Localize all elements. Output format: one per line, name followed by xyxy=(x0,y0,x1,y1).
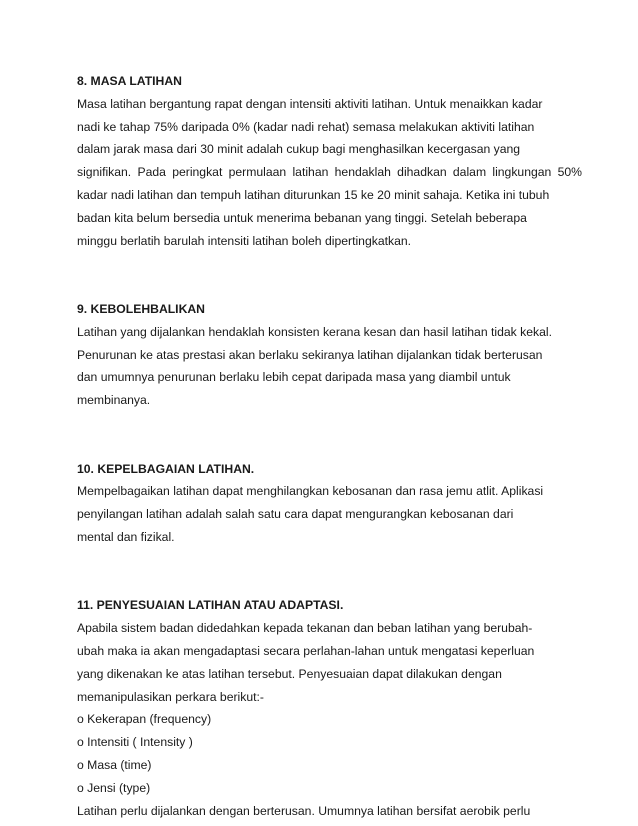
section-kebolehbalikan xyxy=(77,298,582,412)
section-spacer xyxy=(77,275,582,298)
list-item: o Kekerapan (frequency) xyxy=(77,712,212,727)
paragraph-line: memanipulasikan perkara berikut:- xyxy=(77,689,264,704)
section-spacer xyxy=(77,252,582,275)
paragraph-line: signifikan. Pada peringkat permulaan latihan hendaklah dihadkan dalam lingkungan 50% xyxy=(77,165,582,180)
paragraph-line: Masa latihan bergantung rapat dengan intensiti aktiviti latihan. Untuk menaikkan kadar xyxy=(77,96,543,111)
section-spacer xyxy=(77,549,582,572)
list-item: o Jensi (type) xyxy=(77,780,151,795)
section-heading: 8. MASA LATIHAN xyxy=(77,74,182,88)
paragraph-line: Penurunan ke atas prestasi akan berlaku sekiranya latihan dijalankan tidak berterusan xyxy=(77,347,543,362)
section-spacer xyxy=(77,412,582,435)
section-heading: 9. KEBOLEHBALIKAN xyxy=(77,301,205,316)
section-kepelbagaian-latihan xyxy=(77,458,582,549)
paragraph-line: badan kita belum bersedia untuk menerima bebanan yang tinggi. Setelah beberapa xyxy=(77,210,527,225)
section-heading: 10. KEPELBAGAIAN LATIHAN. xyxy=(77,461,255,476)
paragraph-line: ubah maka ia akan mengadaptasi secara perlahan-lahan untuk mengatasi keperluan xyxy=(77,643,535,658)
paragraph-line: membinanya. xyxy=(77,393,151,408)
list-item: o Masa (time) xyxy=(77,757,152,772)
section-spacer xyxy=(77,572,582,595)
list-item: o Intensiti ( Intensity ) xyxy=(77,735,193,750)
paragraph-line: Latihan yang dijalankan hendaklah konsisten kerana kesan dan hasil latihan tidak kekal. xyxy=(77,324,552,339)
paragraph-line: Apabila sistem badan didedahkan kepada tekanan dan beban latihan yang berubah- xyxy=(77,621,533,636)
section-heading: 11. PENYESUAIAN LATIHAN ATAU ADAPTASI. xyxy=(77,598,344,613)
paragraph-line: Mempelbagaikan latihan dapat menghilangkan kebosanan dan rasa jemu atlit. Aplikasi xyxy=(77,484,544,499)
paragraph-line: dan umumnya penurunan berlaku lebih cepat daripada masa yang diambil untuk xyxy=(77,370,511,385)
section-penyesuaian-latihan xyxy=(77,594,582,822)
paragraph-line: penyilangan latihan adalah salah satu cara dapat mengurangkan kebosanan dari xyxy=(77,507,514,522)
section-masa-latihan xyxy=(77,70,582,252)
paragraph-line: dalam jarak masa dari 30 minit adalah cukup bagi menghasilkan kecergasan yang xyxy=(77,142,521,157)
paragraph-line: nadi ke tahap 75% daripada 0% (kadar nadi rehat) semasa melakukan aktiviti latihan xyxy=(77,119,535,134)
paragraph-line: mental dan fizikal. xyxy=(77,529,175,544)
paragraph-line: Latihan perlu dijalankan dengan berterusan. Umumnya latihan bersifat aerobik perlu xyxy=(77,803,531,818)
paragraph-line: yang dikenakan ke atas latihan tersebut. Penyesuaian dapat dilakukan dengan xyxy=(77,666,502,681)
document-page xyxy=(77,70,582,822)
paragraph-line: kadar nadi latihan dan tempuh latihan diturunkan 15 ke 20 minit sahaja. Ketika ini tubuh xyxy=(77,187,550,202)
section-spacer xyxy=(77,435,582,458)
paragraph-line: minggu berlatih barulah intensiti latihan boleh dipertingkatkan. xyxy=(77,233,412,248)
